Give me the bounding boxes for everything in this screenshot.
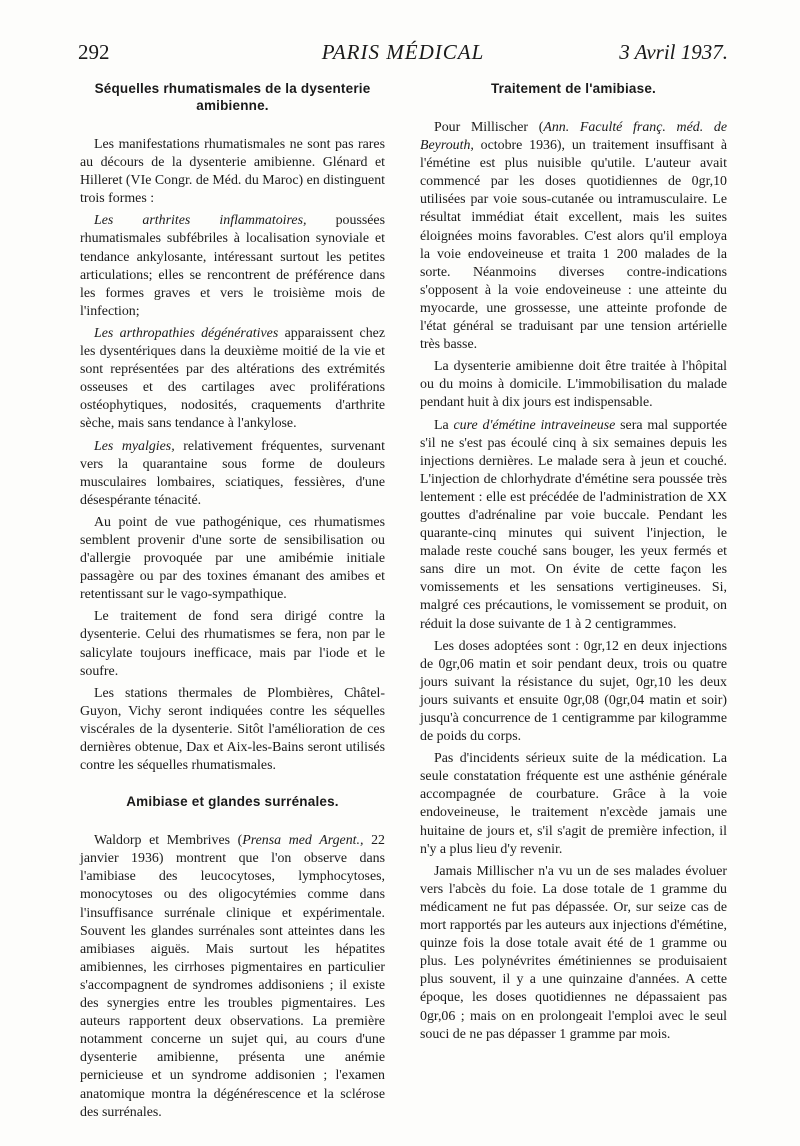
- paragraph: [80, 438, 385, 510]
- issue-date: 3 Avril 1937.: [619, 40, 728, 64]
- paragraph: [420, 119, 727, 354]
- citation: Prensa med Argent.,: [242, 833, 364, 849]
- right-column: [420, 80, 727, 1048]
- italic-term: cure d'émétine intraveineuse: [453, 417, 616, 433]
- paragraph: Jamais Millischer n'a vu un de ses malades évoluer vers l'abcès du foie. La dose totale de 1 gramme du médicament ne fut pas dépassée. Or, sur seize cas de mort rapportés par les auteurs aux injections d'émétine, quinze fois la dose totale avait été de 1 gramme ou plus. Les polynévrites émétiniennes se produisaient plus souvent, il y a une quinzaine d'années. A cette époque, les doses quotidiennes ne dépassaient pas 0gr,06 ; mais on en prolongeait l'emploi avec le seul souci de ne pas dépasser 1 gramme par mois.: [420, 863, 727, 1042]
- left-column: [80, 80, 385, 1126]
- paragraph-text: Pour Millischer (: [434, 120, 544, 135]
- section-title-traitement: Traitement de l'amibiase.: [490, 81, 657, 96]
- paragraph: [80, 832, 385, 1122]
- paragraph-text: poussées rhumatismales subfébriles à localisation synoviale et tendance ankylosante, intéressant surtout les petites articulations; elles se rencontrent de préférence dans les formes graves et vers le troisième mois de l'infection;: [80, 213, 385, 319]
- paragraph: Les manifestations rhumatismales ne sont pas rares au décours de la dysenterie amibienne. Glénard et Hilleret (VIe Congr. de Méd. du Maroc) en distinguent trois formes :: [80, 137, 385, 207]
- paragraph-text: sera mal supportée s'il ne s'est pas écoulé cinq à six semaines depuis les injections dernières. Le malade sera à jeun et couché. L'injection de chlorhydrate d'émétine sera poussée très lentement : elle est précédée de l'administration de XX gouttes d'adrénaline par voie buccale. Pendant les quarante-cinq minutes qui suivent l'injection, le malade reste couché sans bouger, les yeux fermés et sans dire un mot. On évite de cette façon les vomissements et les sensations vertigineuses. Si, malgré ces précautions, le vomissement se produit, on réduit la dose suivante de 1 à 2 centigrammes.: [420, 417, 727, 632]
- paragraph: Le traitement de fond sera dirigé contre la dysenterie. Celui des rhumatismes se fera, non par le salicylate toujours inefficace, mais par l'iode et le soufre.: [80, 609, 385, 679]
- paragraph-text: Waldorp et Membrives (: [94, 833, 243, 849]
- paragraph: [80, 325, 385, 434]
- section-title-sequelles: Séquelles rhumatismales de la dysenterie amibienne.: [94, 81, 371, 113]
- journal-title: PARIS MÉDICAL: [321, 40, 485, 64]
- paragraph: Pas d'incidents sérieux suite de la médication. La seule constatation fréquente est une asthénie générale accompagnée de courbature. Grâce à la voie endoveineuse, le traitement n'excède jamais une huitaine de jours et, s'il s'agit de première infection, il n'y a plus lieu d'y revenir.: [420, 751, 727, 857]
- paragraph-text: relativement fréquentes, survenant vers la quarantaine sous forme de douleurs musculaires lombaires, sciatiques, fessières, d'une désespérante ténacité.: [80, 438, 385, 508]
- paragraph: La dysenterie amibienne doit être traitée à l'hôpital ou du moins à domicile. L'immobilisation du malade pendant huit à dix jours est indispensable.: [420, 359, 727, 411]
- paragraph-text: octobre 1936), un traitement insuffisant à l'émétine est plus nuisible qu'utile. L'auteur avait commencé par les doses quotidiennes de 0gr,10 utilisées par voie sous-cutanée ou intramusculaire. Le résultat immédiat était excellent, mais les suites éloignées moins favorables. C'est alors qu'il employa la voie endoveineuse et traita 1 200 malades de la sorte. Néanmoins diverses contre-indications s'opposent à la voie endoveineuse : une atteinte du myocarde, une grossesse, une atteinte profonde de l'état général se traduisant par une tension artérielle très basse.: [420, 138, 727, 353]
- paragraph: Au point de vue pathogénique, ces rhumatismes semblent provenir d'une sorte de sensibilisation ou d'allergie provoquée par une amibémie initiale passagère ou par des toxines émanant des amibes et retentissant sur le vago-sympathique.: [80, 514, 385, 603]
- paragraph: Les doses adoptées sont : 0gr,12 en deux injections de 0gr,06 matin et soir pendant deux, trois ou quatre jours suivant la résistance du sujet, 0gr,10 les deux jours suivants et ensuite 0gr,08 (0gr,04 matin et soir) jusqu'à concurrence de 1 centigramme par kilogramme de poids du corps.: [420, 638, 727, 745]
- paragraph-text: La: [434, 417, 454, 433]
- section-title-surrenales: Amibiase et glandes surrénales.: [126, 794, 339, 810]
- page-header: [78, 40, 728, 70]
- italic-term: Les arthropathies dégénératives: [94, 325, 279, 341]
- page-number: 292: [78, 40, 110, 64]
- paragraph: Les stations thermales de Plombières, Châtel-Guyon, Vichy seront indiquées contre les séquelles viscérales de la dysenterie. Sitôt l'amélioration de ces dernières obtenue, Dax et Aix-les-Bains seront utilisés contre les séquelles rhumatismales.: [80, 685, 385, 774]
- paragraph: [80, 212, 385, 321]
- paragraph-text: apparaissent chez les dysentériques dans la deuxième moitié de la vie et sont représentées par des altérations des extrémités osseuses et des cartilages avec proliférations ostéophytiques, nodosités, craquements d'arthrite sèche, mais sans tendance à l'ankylose.: [80, 325, 386, 432]
- italic-term: Les myalgies,: [94, 438, 175, 454]
- citation: Ann. Faculté franç. méd. de Beyrouth,: [420, 120, 727, 154]
- paragraph-text: 22 janvier 1936) montrent que l'on observe dans l'amibiase des leucocytoses, lymphocytoses, monocytoses ou des oligocytémies comme dans l'insuffisance surrénale clinique et expérimentale. Souvent les glandes surrénales sont atteintes dans les amibiases aiguës. Mais surtout les hépatites amibiennes, les cirrhoses pigmentaires en particulier s'accompagnent de syndromes addisoniens ; il existe des synergies entre les troubles pigmentaires. Les auteurs rapportent deux observations. La première notamment concerne un sujet qui, au cours d'une dysenterie amibienne, présenta une anémie pernicieuse et un syndrome addisonien ; l'examen anatomique montra la dégénérescence et la sclérose des surrénales.: [80, 833, 385, 1120]
- italic-term: Les arthrites inflammatoires,: [94, 213, 307, 229]
- paragraph: [420, 417, 727, 634]
